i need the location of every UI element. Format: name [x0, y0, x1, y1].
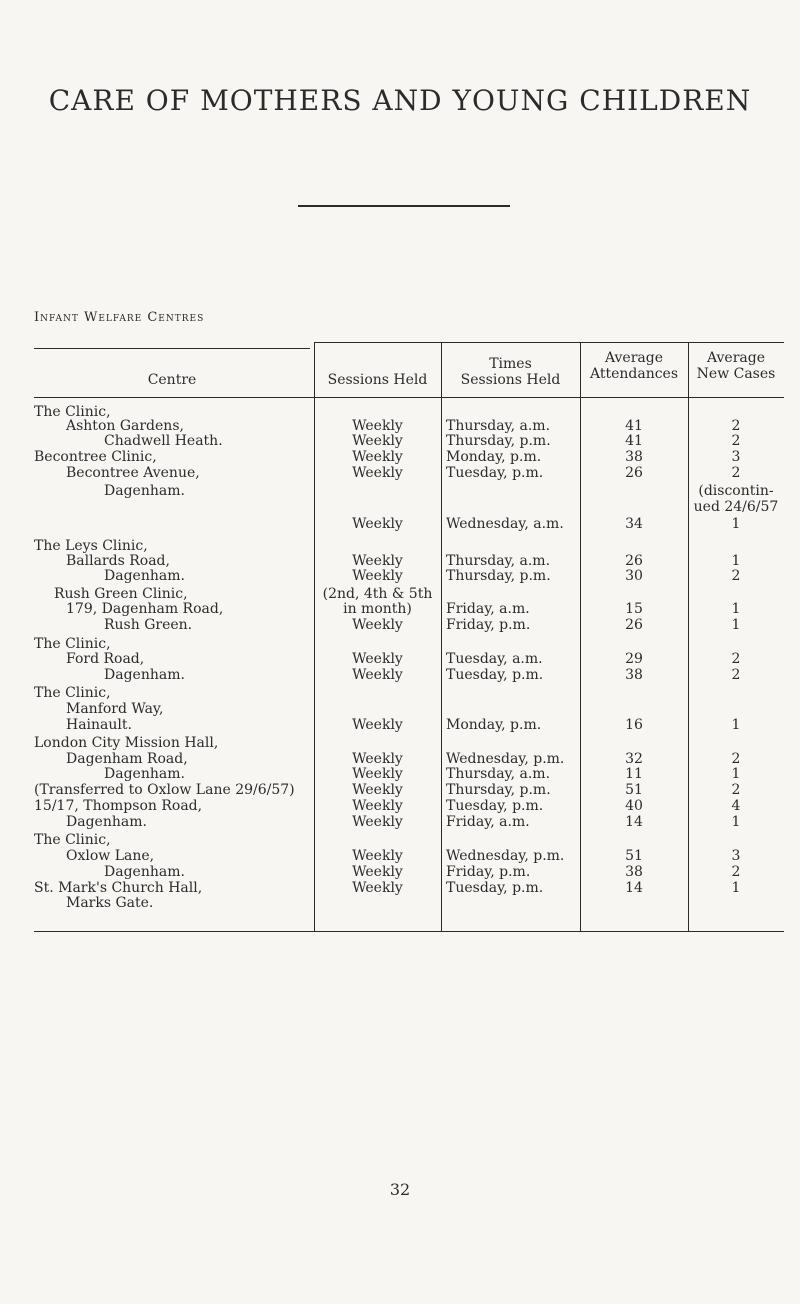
centre-cell: St. Mark's Church Hall,	[34, 880, 203, 896]
new-cases-cell: 1	[731, 516, 741, 532]
new-cases-cell: 2	[731, 465, 741, 481]
table-bottom-rule	[34, 931, 784, 932]
new-cases-cell: (discontin-	[698, 483, 774, 499]
sessions-cell: Weekly	[352, 864, 403, 880]
header-new-cases-1: Average	[706, 350, 766, 366]
centre-cell: Marks Gate.	[66, 895, 154, 911]
new-cases-cell: 2	[731, 418, 741, 434]
times-cell: Monday, p.m.	[446, 717, 542, 733]
centre-cell: Dagenham.	[104, 483, 185, 499]
centre-cell: Hainault.	[66, 717, 132, 733]
attendances-cell: 51	[625, 848, 643, 864]
times-cell: Thursday, a.m.	[446, 766, 551, 782]
header-times-1: Times	[489, 356, 532, 372]
centre-cell: The Leys Clinic,	[34, 538, 148, 554]
times-cell: Friday, p.m.	[446, 617, 531, 633]
sessions-cell: Weekly	[352, 766, 403, 782]
header-attendances-2: Attendances	[589, 366, 679, 382]
centre-cell: Becontree Avenue,	[66, 465, 200, 481]
centre-cell: Dagenham.	[104, 766, 185, 782]
centre-cell: The Clinic,	[34, 404, 111, 420]
attendances-cell: 38	[625, 864, 643, 880]
attendances-cell: 15	[625, 601, 643, 617]
centre-cell: Dagenham.	[66, 814, 147, 830]
page-title: CARE OF MOTHERS AND YOUNG CHILDREN	[48, 84, 752, 117]
infant-welfare-table	[34, 340, 784, 940]
attendances-cell: 26	[625, 465, 643, 481]
attendances-cell: 16	[625, 717, 643, 733]
new-cases-cell: 2	[731, 651, 741, 667]
times-cell: Thursday, p.m.	[446, 568, 551, 584]
centre-cell: Dagenham.	[104, 667, 185, 683]
times-cell: Friday, a.m.	[446, 814, 530, 830]
new-cases-cell: 2	[731, 782, 741, 798]
header-new-cases-2: New Cases	[696, 366, 776, 382]
centre-cell: Dagenham.	[104, 864, 185, 880]
table-top-rule-right	[314, 342, 784, 343]
header-bottom-rule	[34, 397, 784, 398]
sessions-cell: Weekly	[352, 751, 403, 767]
attendances-cell: 38	[625, 449, 643, 465]
attendances-cell: 26	[625, 553, 643, 569]
new-cases-cell: 1	[731, 617, 741, 633]
attendances-cell: 29	[625, 651, 643, 667]
attendances-cell: 38	[625, 667, 643, 683]
sessions-cell: Weekly	[352, 418, 403, 434]
sessions-cell: Weekly	[352, 553, 403, 569]
sessions-cell: Weekly	[352, 433, 403, 449]
times-cell: Wednesday, p.m.	[446, 848, 565, 864]
attendances-cell: 30	[625, 568, 643, 584]
new-cases-cell: 1	[731, 717, 741, 733]
centre-cell: Becontree Clinic,	[34, 449, 157, 465]
times-cell: Friday, p.m.	[446, 864, 531, 880]
centre-cell: Dagenham Road,	[66, 751, 188, 767]
new-cases-cell: 1	[731, 553, 741, 569]
centre-cell: Rush Green Clinic,	[54, 586, 188, 602]
centre-cell: Ashton Gardens,	[66, 418, 184, 434]
new-cases-cell: 2	[731, 667, 741, 683]
header-attendances-1: Average	[604, 350, 664, 366]
centre-cell: The Clinic,	[34, 636, 111, 652]
attendances-cell: 51	[625, 782, 643, 798]
times-cell: Tuesday, p.m.	[446, 465, 544, 481]
sessions-cell: Weekly	[352, 651, 403, 667]
times-cell: Friday, a.m.	[446, 601, 530, 617]
sessions-cell: in month)	[343, 601, 412, 617]
col-divider-2	[441, 342, 442, 932]
sessions-cell: (2nd, 4th & 5th	[322, 586, 433, 602]
times-cell: Thursday, p.m.	[446, 433, 551, 449]
sessions-cell: Weekly	[352, 814, 403, 830]
attendances-cell: 11	[625, 766, 643, 782]
new-cases-cell: 3	[731, 449, 741, 465]
times-cell: Thursday, a.m.	[446, 418, 551, 434]
new-cases-cell: 1	[731, 766, 741, 782]
section-title: Infant Welfare Centres	[34, 310, 205, 325]
sessions-cell: Weekly	[352, 880, 403, 896]
centre-cell: The Clinic,	[34, 685, 111, 701]
attendances-cell: 32	[625, 751, 643, 767]
sessions-cell: Weekly	[352, 717, 403, 733]
times-cell: Tuesday, p.m.	[446, 798, 544, 814]
centre-cell: Ford Road,	[66, 651, 145, 667]
centre-cell: 179, Dagenham Road,	[66, 601, 224, 617]
new-cases-cell: 1	[731, 814, 741, 830]
sessions-cell: Weekly	[352, 516, 403, 532]
times-cell: Thursday, p.m.	[446, 782, 551, 798]
header-times-2: Sessions Held	[460, 372, 561, 388]
times-cell: Tuesday, p.m.	[446, 880, 544, 896]
new-cases-cell: 1	[731, 880, 741, 896]
times-cell: Wednesday, p.m.	[446, 751, 565, 767]
centre-cell: 15/17, Thompson Road,	[34, 798, 203, 814]
centre-cell: Ballards Road,	[66, 553, 170, 569]
new-cases-cell: 2	[731, 568, 741, 584]
centre-cell: Oxlow Lane,	[66, 848, 155, 864]
sessions-cell: Weekly	[352, 568, 403, 584]
centre-cell: London City Mission Hall,	[34, 735, 219, 751]
table-top-rule	[34, 348, 310, 349]
centre-cell: Rush Green.	[104, 617, 193, 633]
page-number: 32	[389, 1180, 411, 1199]
centre-cell: Chadwell Heath.	[104, 433, 223, 449]
new-cases-cell: 2	[731, 751, 741, 767]
new-cases-cell: 1	[731, 601, 741, 617]
sessions-cell: Weekly	[352, 617, 403, 633]
attendances-cell: 34	[625, 516, 643, 532]
new-cases-cell: 2	[731, 433, 741, 449]
sessions-cell: Weekly	[352, 667, 403, 683]
new-cases-cell: 2	[731, 864, 741, 880]
centre-cell: (Transferred to Oxlow Lane 29/6/57)	[34, 782, 295, 798]
new-cases-cell: ued 24/6/57	[693, 499, 779, 515]
times-cell: Monday, p.m.	[446, 449, 542, 465]
sessions-cell: Weekly	[352, 782, 403, 798]
header-centre: Centre	[147, 372, 197, 388]
times-cell: Tuesday, a.m.	[446, 651, 543, 667]
sessions-cell: Weekly	[352, 449, 403, 465]
header-sessions-held: Sessions Held	[327, 372, 428, 388]
title-divider	[298, 205, 510, 207]
attendances-cell: 40	[625, 798, 643, 814]
attendances-cell: 41	[625, 418, 643, 434]
attendances-cell: 14	[625, 880, 643, 896]
times-cell: Thursday, a.m.	[446, 553, 551, 569]
new-cases-cell: 3	[731, 848, 741, 864]
centre-cell: Manford Way,	[66, 701, 164, 717]
sessions-cell: Weekly	[352, 465, 403, 481]
centre-cell: The Clinic,	[34, 832, 111, 848]
times-cell: Wednesday, a.m.	[446, 516, 564, 532]
attendances-cell: 41	[625, 433, 643, 449]
centre-cell: Dagenham.	[104, 568, 185, 584]
sessions-cell: Weekly	[352, 848, 403, 864]
attendances-cell: 26	[625, 617, 643, 633]
attendances-cell: 14	[625, 814, 643, 830]
new-cases-cell: 4	[731, 798, 741, 814]
times-cell: Tuesday, p.m.	[446, 667, 544, 683]
sessions-cell: Weekly	[352, 798, 403, 814]
